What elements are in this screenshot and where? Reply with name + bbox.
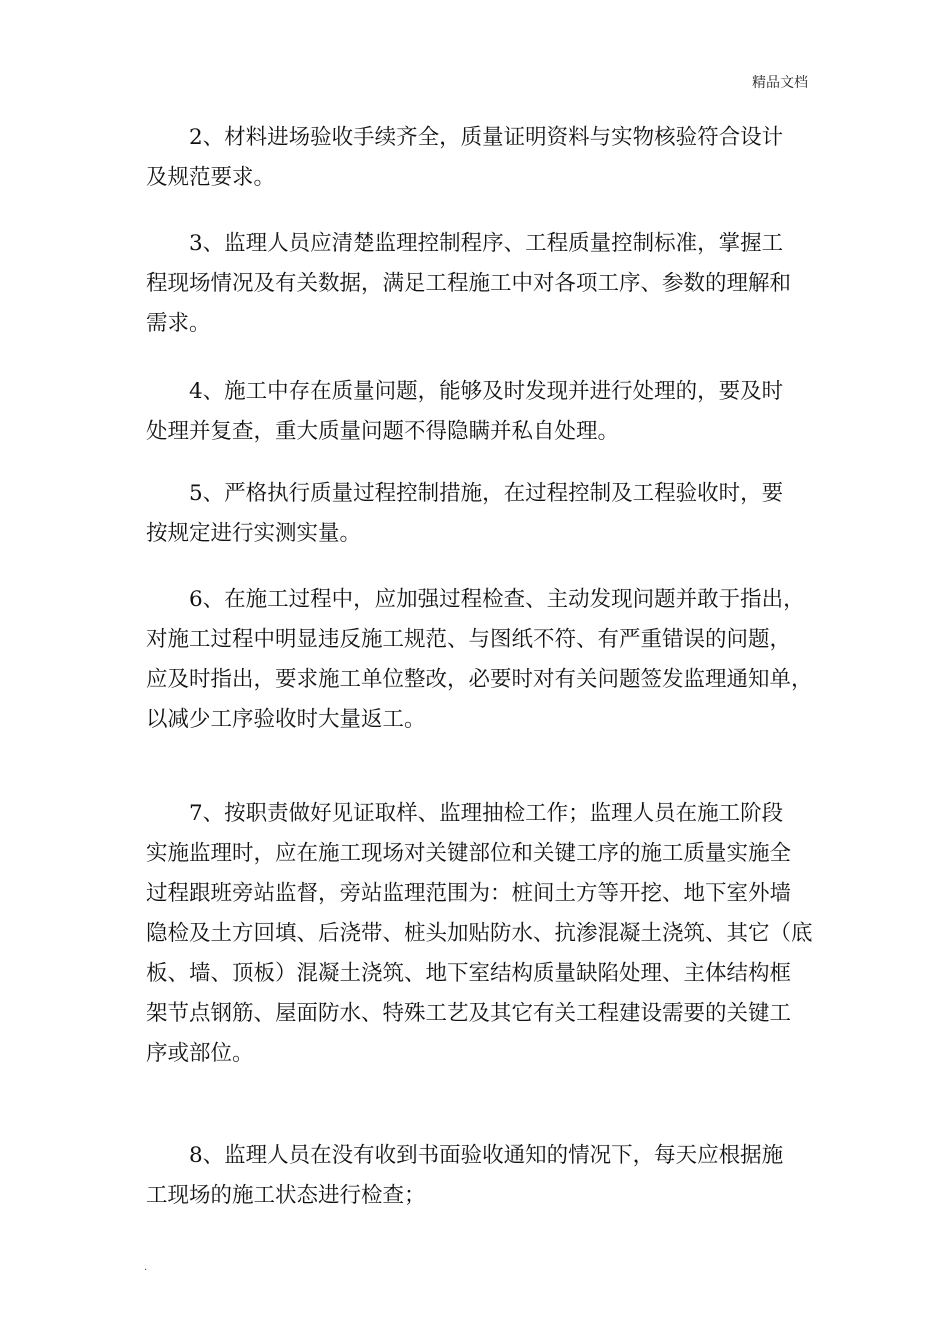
paragraph-line: 架节点钢筋、屋面防水、特殊工艺及其它有关工程建设需要的关键工 [146, 1001, 792, 1026]
paragraph-line: 以减少工序验收时大量返工。 [146, 707, 426, 732]
paragraph-line: 过程跟班旁站监督，旁站监理范围为：桩间土方等开挖、地下室外墙 [146, 881, 792, 906]
paragraph-line: 及规范要求。 [146, 165, 276, 190]
paragraph-line: 需求。 [146, 311, 211, 336]
paragraph-7 [146, 794, 813, 1074]
paragraph-line: 按规定进行实测实量。 [146, 521, 362, 546]
paragraph-line: 实施监理时，应在施工现场对关键部位和关键工序的施工质量实施全 [146, 841, 792, 866]
paragraph-4 [146, 372, 806, 452]
paragraph-line: 8、监理人员在没有收到书面验收通知的情况下，每天应根据施 [189, 1143, 784, 1168]
paragraph-line: 程现场情况及有关数据，满足工程施工中对各项工序、参数的理解和 [146, 271, 792, 296]
paragraph-line: 2、材料进场验收手续齐全，质量证明资料与实物核验符合设计 [189, 125, 784, 150]
paragraph-line: 3、监理人员应清楚监理控制程序、工程质量控制标准，掌握工 [189, 231, 784, 256]
paragraph-line: 5、严格执行质量过程控制措施，在过程控制及工程验收时，要 [189, 481, 784, 506]
paragraph-6 [146, 580, 813, 740]
paragraph-line: 工现场的施工状态进行检查； [146, 1183, 426, 1208]
paragraph-8 [146, 1136, 806, 1216]
paragraph-line: 4、施工中存在质量问题，能够及时发现并进行处理的，要及时 [189, 379, 784, 404]
paragraph-line: 6、在施工过程中，应加强过程检查、主动发现问题并敢于指出， [189, 587, 805, 612]
paragraph-line: 7、按职责做好见证取样、监理抽检工作；监理人员在施工阶段 [189, 801, 784, 826]
paragraph-line: 板、墙、顶板）混凝土浇筑、地下室结构质量缺陷处理、主体结构框 [146, 961, 792, 986]
paragraph-line: 应及时指出，要求施工单位整改，必要时对有关问题签发监理通知单， [146, 667, 813, 692]
paragraph-line: 隐检及土方回填、后浇带、桩头加贴防水、抗渗混凝土浇筑、其它（底 [146, 921, 813, 946]
page-header: 精品文档 [752, 75, 808, 91]
footer-mark: . [144, 1262, 148, 1273]
paragraph-line: 处理并复查，重大质量问题不得隐瞒并私自处理。 [146, 419, 620, 444]
paragraph-line: 序或部位。 [146, 1041, 254, 1066]
paragraph-3 [146, 224, 806, 344]
paragraph-5 [146, 474, 806, 554]
paragraph-2 [146, 118, 806, 198]
paragraph-line: 对施工过程中明显违反施工规范、与图纸不符、有严重错误的问题， [146, 627, 792, 652]
